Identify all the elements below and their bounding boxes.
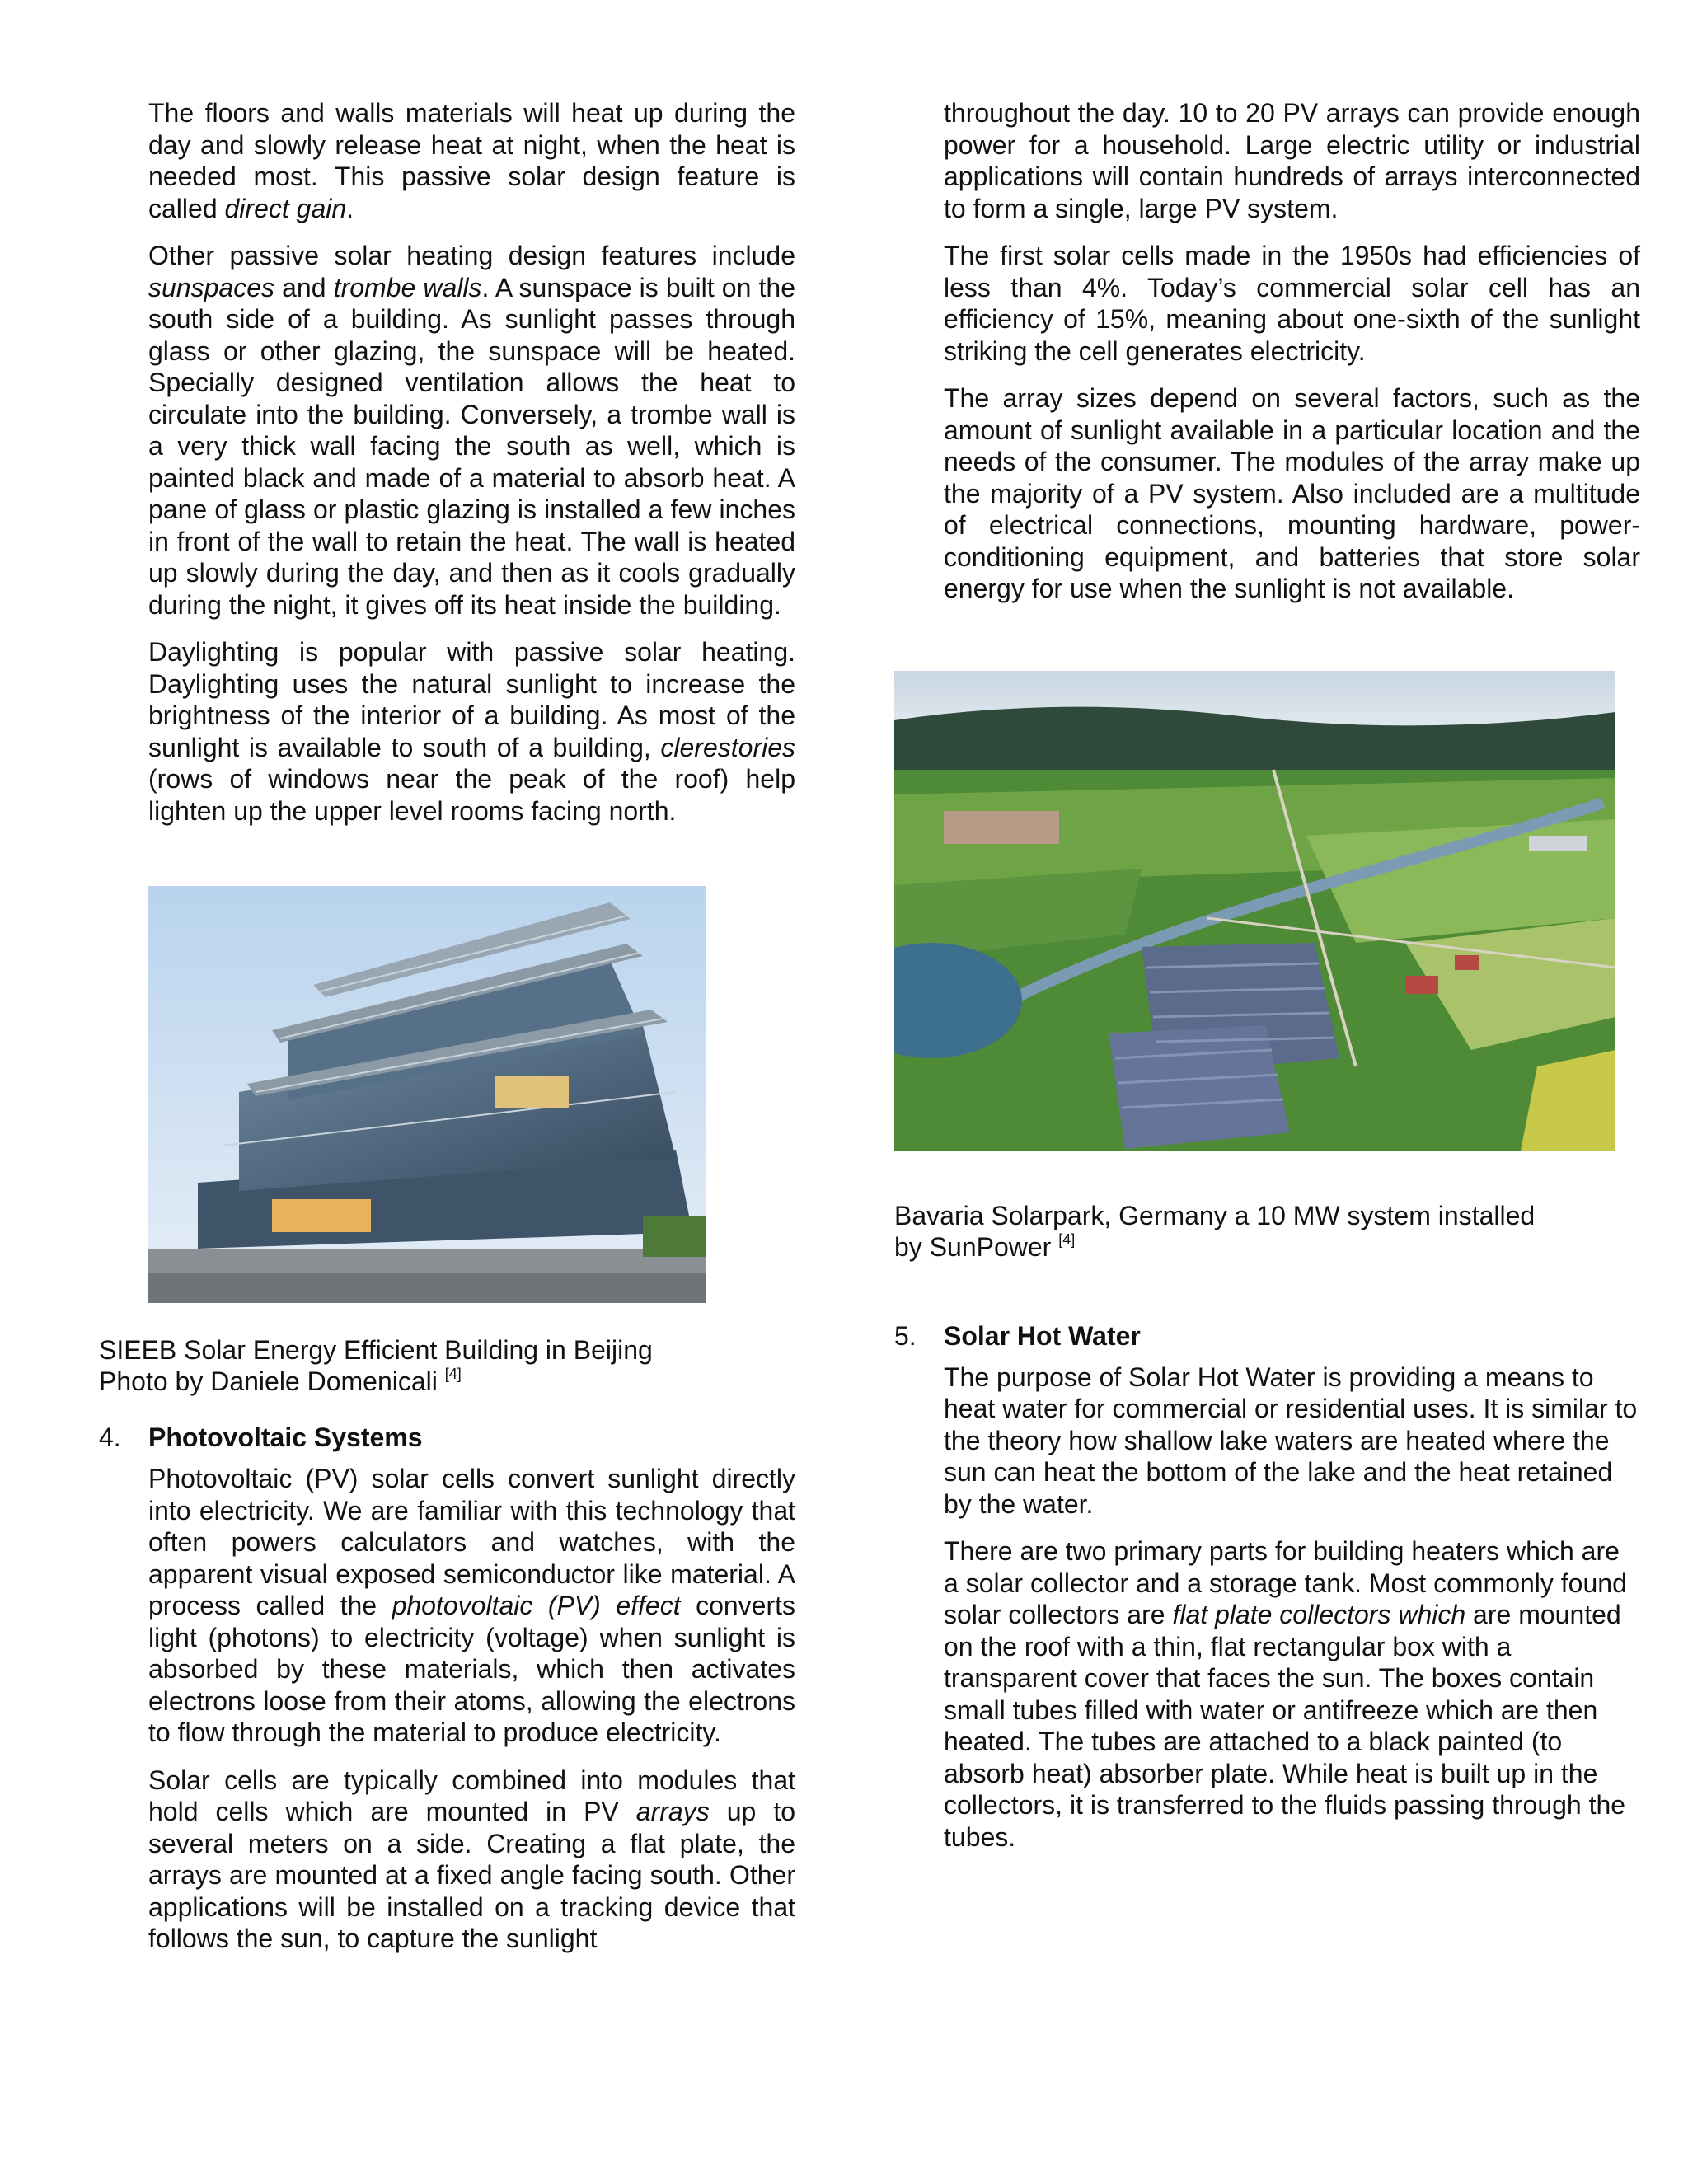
paragraph-pv-household: throughout the day. 10 to 20 PV arrays can provide enough power for a household. Large electric utility or industrial applications will contain hundreds of arrays interconnected to form a single, large PV system. bbox=[944, 98, 1640, 223]
paragraph-array-sizes: The array sizes depend on several factors, such as the amount of sunlight available in a particular location and the needs of the consumer. The modules of the array make up the majority of a PV system. Also included are a multitude of electrical connections, mounting hardware, power-conditioning equipment, and batteries that store solar energy for use when the sunlight is not available. bbox=[944, 383, 1640, 603]
bavaria-caption bbox=[894, 1200, 1620, 1263]
reference-superscript: [4] bbox=[444, 1366, 462, 1382]
paragraph-direct-gain: The floors and walls materials will heat up during the day and slowly release heat at night, when the heat is needed most. This passive solar design feature is called direct gain. bbox=[148, 98, 795, 223]
paragraph-sunspaces-trombe: Other passive solar heating design features include sunspaces and trombe walls. A sunspace is built on the south side of a building. As sunlight passes through glass or other glazing, the sunspace will be heated. Specially designed ventilation allows the heat to circulate into the building. Conversely, a trombe wall is a very thick wall facing the south as well, which is painted black and made of a material to absorb heat. A pane of glass or plastic glazing is installed a few inches in front of the wall to retain the heat. The wall is heated up slowly during the day, and then as it cools gradually during the night, it gives off its heat inside the building. bbox=[148, 241, 796, 620]
section-heading-solar-hot-water: 5. Solar Hot Water bbox=[894, 1320, 1141, 1351]
section-photovoltaic bbox=[99, 1422, 798, 1955]
bavaria-caption-line1: Bavaria Solarpark, Germany a 10 MW system installed bbox=[894, 1200, 1536, 1230]
sieeb-building-photo bbox=[148, 886, 706, 1303]
bavaria-caption-line2: by SunPower [4] bbox=[894, 1230, 1076, 1262]
paragraph-pv-arrays: Solar cells are typically combined into modules that hold cells which are mounted in PV arrays up to several meters on a side. Creating a flat plate, the arrays are mounted at a fixed angle facing south. Other applications will be installed on a tracking device that follows the sun, to capture the sunlight bbox=[148, 1765, 796, 1953]
paragraph-pv-cells: Photovoltaic (PV) solar cells convert sunlight directly into electricity. We are familiar with this technology that often powers calculators and watches, with the apparent visual exposed semiconductor like material. A process called the photovoltaic (PV) effect converts light (photons) to electricity (voltage) when sunlight is absorbed by these materials, which then activates electrons loose from their atoms, allowing the electrons to flow through the material to produce electricity. bbox=[148, 1464, 796, 1747]
bavaria-solarpark-photo bbox=[894, 671, 1615, 1151]
section-heading-photovoltaic: 4. Photovoltaic Systems bbox=[99, 1422, 423, 1452]
sieeb-caption-line1: SIEEB Solar Energy Efficient Building in Beijing bbox=[99, 1335, 653, 1365]
sieeb-caption bbox=[99, 1334, 798, 1397]
left-text-block bbox=[148, 97, 795, 827]
left-column bbox=[99, 97, 798, 1971]
paragraph-efficiency: The first solar cells made in the 1950s had efficiencies of less than 4%. Today’s commercial solar cell has an efficiency of 15%, meaning about one-sixth of the sunlight striking the cell generates electricity. bbox=[944, 241, 1640, 366]
paragraph-shw-collectors: There are two primary parts for building heaters which are a solar collector and a storage tank. Most commonly found solar collectors are flat plate collectors which are mounted on the roof with a thin, flat rectangular box with a transparent cover that faces the sun. The boxes contain small tubes filled with water or antifreeze which are then heated. The tubes are attached to a black painted (to absorb heat) absorber plate. While heat is built up in the collectors, it is transferred to the fluids passing through the tubes. bbox=[944, 1536, 1627, 1852]
section-solar-hot-water bbox=[894, 1320, 1638, 1854]
paragraph-daylighting: Daylighting is popular with passive solar heating. Daylighting uses the natural sunlight to increase the brightness of the interior of a building. As most of the sunlight is available to south of a building, clerestories (rows of windows near the peak of the roof) help lighten up the upper level rooms facing north. bbox=[148, 637, 795, 826]
paragraph-shw-purpose: The purpose of Solar Hot Water is providing a means to heat water for commercial or residential uses. It is similar to the theory how shallow lake waters are heated where the sun can heat the bottom of the lake and the heat retained by the water. bbox=[944, 1361, 1638, 1519]
reference-superscript: [4] bbox=[1058, 1230, 1076, 1248]
right-column bbox=[894, 97, 1640, 1868]
sieeb-caption-line2: Photo by Daniele Domenicali [4] bbox=[99, 1366, 462, 1396]
